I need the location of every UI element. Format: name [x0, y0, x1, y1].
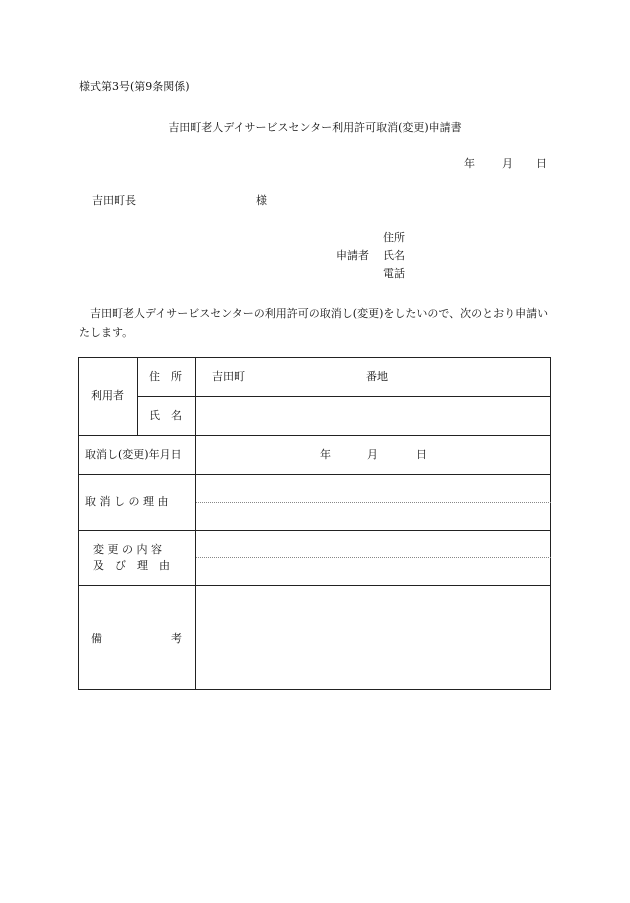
row-divider-user-date — [79, 435, 551, 436]
remarks-label-right: 考 — [171, 632, 182, 645]
remarks-label-left: 備 — [91, 632, 102, 645]
recipient-honorific: 様 — [256, 194, 267, 207]
user-label: 利用者 — [91, 389, 124, 402]
body-text: 吉田町老人デイサービスセンターの利用許可の取消し(変更)をしたいので、次のとおり申請いたします。 — [79, 307, 549, 339]
document-title: 吉田町老人デイサービスセンター利用許可取消(変更)申請書 — [168, 121, 462, 134]
change-dotted-line — [196, 557, 551, 558]
date-day-label: 日 — [536, 157, 547, 170]
change-label-line2: 及 び 理 由 — [93, 559, 170, 572]
form-number: 様式第3号(第9条関係) — [79, 80, 190, 93]
reason-dotted-line — [196, 502, 551, 503]
col-divider-user-sub — [137, 358, 138, 435]
applicant-address-label: 住所 — [383, 231, 405, 244]
row-divider-reason-change — [79, 530, 551, 531]
banchi-label: 番地 — [366, 370, 388, 383]
col-divider-label-value — [195, 358, 196, 690]
row-divider-date-reason — [79, 474, 551, 475]
cancel-date-day: 日 — [416, 448, 427, 461]
row-divider-address-name — [137, 396, 551, 397]
cancel-date-month: 月 — [367, 448, 378, 461]
date-year-label: 年 — [464, 157, 475, 170]
cancel-date-label: 取消し(変更)年月日 — [85, 448, 182, 461]
address-label: 住 所 — [149, 370, 182, 383]
cancel-reason-label: 取 消 し の 理 由 — [85, 495, 169, 508]
row-divider-change-remarks — [79, 585, 551, 586]
address-value: 吉田町 — [212, 370, 245, 383]
name-label: 氏 名 — [149, 409, 182, 422]
change-label-line1: 変 更 の 内 容 — [93, 543, 162, 556]
cancel-date-year: 年 — [320, 448, 331, 461]
date-month-label: 月 — [502, 157, 513, 170]
applicant-label: 申請者 — [336, 249, 369, 262]
applicant-name-label: 氏名 — [383, 249, 405, 262]
recipient-name: 吉田町長 — [92, 194, 136, 207]
application-form-table — [78, 357, 551, 690]
applicant-phone-label: 電話 — [383, 267, 405, 280]
